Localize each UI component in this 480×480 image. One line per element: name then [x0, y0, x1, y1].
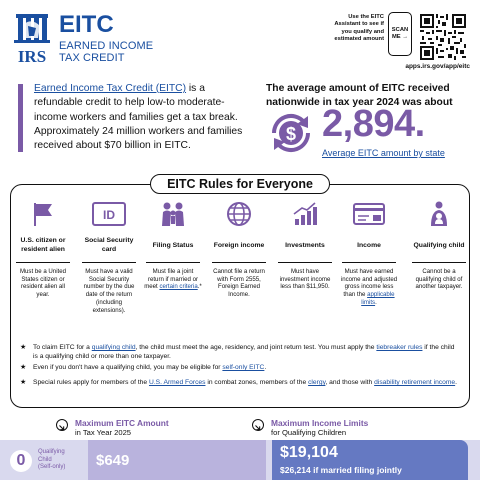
bullet-text: Special rules apply for members of the: [33, 379, 149, 386]
scan-instructions: Use the EITC Assistant to see if you qualify and estimated amount: [334, 14, 384, 42]
title: EITC: [59, 11, 114, 38]
rule-divider: [82, 262, 136, 263]
irs-logo: [12, 12, 52, 64]
rule-description: Must have investment income less than $11,950.: [279, 268, 331, 291]
rule-divider: [278, 262, 332, 263]
bullet-text: , and those with: [325, 379, 375, 386]
intro-text: is a refundable credit to help low-to moderate-income workers and families get a tax break. Approximately 24 million workers and families received about $70 billion in EITC.: [34, 83, 243, 152]
rule-heading: Filing Status: [152, 241, 194, 249]
parent-child-icon: [410, 200, 468, 228]
income-limits-subheading: for Qualifying Children: [271, 428, 347, 437]
rule-heading: Income: [357, 241, 381, 249]
income-limit-married: $26,214 if married filing jointly: [280, 465, 402, 475]
child-count-label: [38, 449, 65, 472]
max-amount-heading: Maximum EITC Amount: [75, 418, 169, 428]
rule-heading: Investments: [285, 241, 325, 249]
bullet-text: To claim EITC for a: [33, 344, 92, 351]
subtitle-line-2: TAX CREDIT: [59, 52, 125, 64]
rule-heading: U.S. citizen or resident alien: [20, 237, 66, 253]
rule-description: Cannot file a return with Form 2555, Foreign Earned Income.: [213, 268, 265, 299]
rule-description-text: .: [375, 298, 377, 306]
rule-bullet-3: [20, 379, 460, 388]
label-line: (Self-only): [38, 464, 66, 471]
bullet-text: Even if you don't have a qualifying child, you may be eligible for: [33, 364, 223, 371]
dollar-refresh-icon: [264, 106, 318, 160]
check-icon: [340, 200, 398, 228]
rule-link[interactable]: certain criteria: [159, 283, 198, 291]
flag-icon: [14, 200, 72, 228]
phone-icon: [388, 12, 412, 56]
globe-icon: [210, 200, 268, 228]
label-line: Child: [38, 456, 52, 463]
rule-link[interactable]: applicable limits: [361, 291, 395, 306]
eitc-link[interactable]: Earned Income Tax Credit (EITC): [34, 83, 187, 94]
qualifying-child-link[interactable]: qualifying child: [91, 344, 136, 351]
rules-title-pill: [150, 174, 330, 194]
bar-chart-icon: [276, 200, 334, 228]
intro-paragraph: [34, 82, 256, 153]
clergy-link[interactable]: clergy: [308, 379, 326, 386]
rule-description-text: Must have earned income and adjusted gross income less than the: [340, 268, 398, 299]
rule-heading: Foreign income: [213, 241, 265, 249]
average-by-state-link[interactable]: Average EITC amount by state: [322, 148, 445, 158]
label-line: Qualifying: [38, 449, 65, 455]
average-amount: 2,894.: [322, 103, 425, 145]
svg-text:$: $: [285, 124, 297, 144]
rule-bullet-1: [20, 344, 460, 361]
rules-title: EITC Rules for Everyone: [167, 177, 313, 191]
scan-arrow-label: ME →: [391, 34, 409, 40]
rule-description-text: Must file a joint return if married or meet: [144, 268, 199, 291]
irs-logo-text: IRS: [17, 47, 47, 64]
rule-column: [410, 200, 468, 291]
bullet-text: .: [455, 379, 458, 386]
income-limit-value: $19,104: [280, 444, 338, 461]
bullet-text: .: [264, 364, 267, 371]
rule-divider: [342, 262, 396, 263]
rule-heading: Qualifying child: [413, 241, 465, 249]
rule-description: [340, 268, 398, 307]
qr-url[interactable]: apps.irs.gov/app/eitc: [405, 63, 470, 70]
max-amount-value: $649: [96, 452, 130, 469]
rule-description: Must be a United States citizen or resident alien all year.: [19, 268, 67, 299]
id-card-icon: [80, 200, 138, 228]
intro-accent-bar: [18, 84, 23, 152]
rule-column: [14, 200, 72, 299]
scan-label: SCAN: [391, 27, 409, 33]
tiebreaker-rules-link[interactable]: tiebreaker rules: [376, 344, 423, 351]
rule-description: Must have a valid Social Security number by the due date of the return (including extensions).: [83, 268, 135, 314]
arrow-down-right-icon: [56, 419, 68, 431]
rule-description: [144, 268, 202, 291]
subtitle-line-1: EARNED INCOME: [59, 40, 154, 52]
rule-divider: [212, 262, 266, 263]
max-amount-subheading: in Tax Year 2025: [75, 428, 132, 437]
rule-column: [80, 200, 138, 314]
disability-retirement-link[interactable]: disability retirement income: [374, 379, 456, 386]
rule-bullet-2: [20, 364, 460, 373]
self-only-eitc-link[interactable]: self-only EITC: [222, 364, 265, 371]
rule-divider: [412, 262, 466, 263]
income-limits-heading: Maximum Income Limits: [271, 418, 369, 428]
rule-column: [210, 200, 268, 299]
bullet-text: if the child is a qualifying child or more than one taxpayer.: [33, 344, 455, 360]
rule-column: [340, 200, 398, 307]
rule-description: Cannot be a qualifying child of another taxpayer.: [415, 268, 463, 291]
family-icon: [144, 200, 202, 228]
child-count: 0: [10, 450, 32, 472]
qr-code[interactable]: [420, 14, 466, 60]
bullet-text: , the child must meet the age, residency, and joint return test. You must apply the: [135, 344, 377, 351]
average-heading: The average amount of EITC received nationwide in tax year 2024 was about: [266, 83, 453, 108]
rule-column: [276, 200, 334, 291]
armed-forces-link[interactable]: U.S. Armed Forces: [148, 379, 206, 386]
arrow-down-right-icon: [252, 419, 264, 431]
rule-heading: Social Security card: [84, 237, 134, 253]
subtitle: [59, 40, 153, 64]
rule-divider: [16, 262, 70, 263]
rule-column: [144, 200, 202, 291]
rule-divider: [146, 262, 200, 263]
bullet-text: in combat zones, members of the: [205, 379, 309, 386]
rule-description-text: .*: [197, 283, 202, 291]
svg-text:ID: ID: [103, 208, 115, 222]
